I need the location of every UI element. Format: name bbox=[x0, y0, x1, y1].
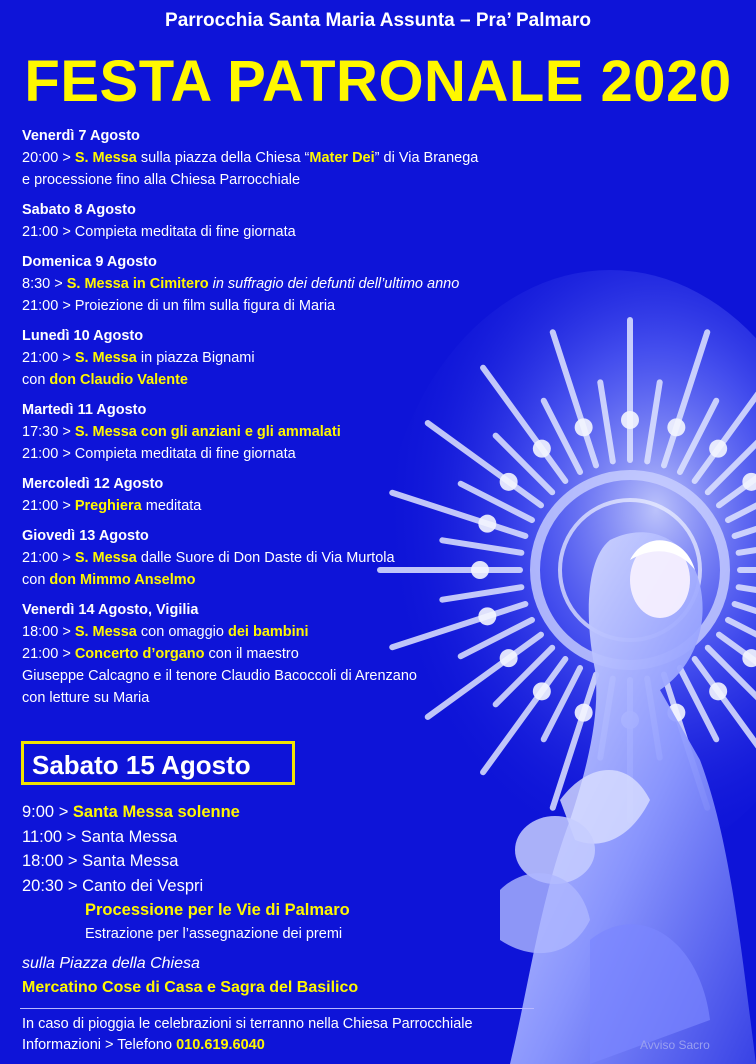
highlight-text: Santa Messa solenne bbox=[72, 803, 240, 821]
schedule-day bbox=[22, 326, 622, 391]
text-segment: 21:00 > bbox=[22, 498, 75, 514]
text-segment: e processione fino alla Chiesa Parrocchiale bbox=[22, 172, 301, 188]
footer bbox=[22, 1014, 622, 1056]
schedule-day bbox=[22, 474, 622, 517]
square-place: sulla Piazza della Chiesa bbox=[22, 955, 200, 972]
text-segment: 21:00 > bbox=[22, 350, 75, 366]
event-line bbox=[22, 221, 622, 243]
schedule-day bbox=[22, 126, 622, 191]
highlight-text: don Claudio Valente bbox=[49, 372, 188, 388]
text-segment: ” di Via Branega bbox=[374, 150, 479, 166]
event-line bbox=[22, 169, 622, 191]
schedule-day bbox=[22, 252, 622, 317]
poster-title: FESTA PATRONALE 2020 bbox=[24, 49, 732, 114]
text-segment: Giuseppe Calcagno e il tenore Claudio Bacoccoli di Arenzano bbox=[22, 668, 417, 684]
day-title: Sabato 8 Agosto bbox=[22, 202, 136, 218]
day-title: Mercoledì 12 Agosto bbox=[22, 476, 164, 492]
main-day-event bbox=[22, 825, 582, 850]
highlight-text: Mater Dei bbox=[309, 150, 375, 166]
event-line bbox=[22, 687, 622, 709]
event-line bbox=[22, 295, 622, 317]
event-line bbox=[22, 147, 622, 169]
event-line bbox=[22, 369, 622, 391]
highlight-text: Concerto d’organo bbox=[74, 646, 205, 662]
text-segment: meditata bbox=[141, 498, 202, 514]
day-title: Giovedì 13 Agosto bbox=[22, 528, 149, 544]
parish-name: Parrocchia Santa Maria Assunta – Pra’ Palmaro bbox=[165, 10, 591, 31]
main-day-schedule bbox=[22, 800, 582, 945]
text-segment: in piazza Bignami bbox=[136, 350, 255, 366]
highlight-text: Preghiera bbox=[74, 498, 142, 514]
highlight-text: S. Messa in Cimitero bbox=[66, 276, 209, 292]
day-title: Domenica 9 Agosto bbox=[22, 254, 157, 270]
text-segment: sulla piazza della Chiesa “ bbox=[136, 150, 310, 166]
main-day-box bbox=[21, 741, 295, 785]
event-line bbox=[22, 273, 622, 295]
event-line bbox=[22, 643, 622, 665]
highlight-text: dei bambini bbox=[227, 624, 309, 640]
main-day-label: Sabato 15 Agosto bbox=[32, 750, 251, 780]
text-segment: con bbox=[22, 372, 50, 388]
watermark-text: Avviso Sacro bbox=[640, 1038, 710, 1052]
highlight-text: S. Messa bbox=[74, 150, 137, 166]
highlight-text: S. Messa con gli anziani e gli ammalati bbox=[74, 424, 341, 440]
day-title: Venerdì 14 Agosto, Vigilia bbox=[22, 602, 199, 618]
text-segment: 18:00 > bbox=[22, 624, 75, 640]
event-line bbox=[22, 495, 622, 517]
schedule-day bbox=[22, 400, 622, 465]
text-segment: 21:00 > Compieta meditata di fine giornata bbox=[22, 224, 296, 240]
event-line bbox=[22, 547, 622, 569]
event-line bbox=[22, 347, 622, 369]
rain-notice: In caso di pioggia le celebrazioni si terranno nella Chiesa Parrocchiale bbox=[22, 1016, 473, 1032]
text-segment: 20:00 > bbox=[22, 150, 75, 166]
event-line bbox=[22, 621, 622, 643]
highlight-text: S. Messa bbox=[74, 350, 137, 366]
lottery-line: Estrazione per l’assegnazione dei premi bbox=[85, 925, 343, 942]
highlight-text: S. Messa bbox=[74, 624, 137, 640]
event-line bbox=[22, 421, 622, 443]
event-line bbox=[22, 665, 622, 687]
text-segment: 9:00 > bbox=[22, 803, 73, 821]
text-segment: 18:00 > Santa Messa bbox=[22, 852, 179, 870]
text-segment: 21:00 > bbox=[22, 646, 75, 662]
footer-divider bbox=[20, 1008, 534, 1009]
text-segment: 21:00 > Compieta meditata di fine giornata bbox=[22, 446, 296, 462]
square-event: Mercatino Cose di Casa e Sagra del Basilico bbox=[22, 979, 359, 996]
text-segment: 11:00 > Santa Messa bbox=[22, 827, 178, 846]
day-title: Lunedì 10 Agosto bbox=[22, 328, 144, 344]
text-segment: con il maestro bbox=[204, 646, 299, 662]
text-segment: in suffragio dei defunti dell’ultimo anno bbox=[208, 276, 460, 292]
highlight-text: don Mimmo Anselmo bbox=[49, 572, 196, 588]
procession-line: Processione per le Vie di Palmaro bbox=[85, 901, 350, 919]
text-segment: 21:00 > Proiezione di un film sulla figura di Maria bbox=[22, 298, 336, 314]
highlight-text: S. Messa bbox=[74, 550, 137, 566]
day-title: Martedì 11 Agosto bbox=[22, 402, 147, 418]
event-line bbox=[22, 569, 622, 591]
event-line bbox=[22, 443, 622, 465]
main-day-event bbox=[22, 800, 582, 825]
phone-number: 010.619.6040 bbox=[176, 1037, 265, 1053]
day-title: Venerdì 7 Agosto bbox=[22, 128, 140, 144]
schedule-day bbox=[22, 526, 622, 591]
main-day-event bbox=[22, 874, 582, 899]
text-segment: 20:30 > Canto dei Vespri bbox=[22, 876, 204, 895]
text-segment: dalle Suore di Don Daste di Via Murtola bbox=[136, 550, 395, 566]
text-segment: 17:30 > bbox=[22, 424, 75, 440]
info-prefix: Informazioni > Telefono bbox=[22, 1037, 177, 1053]
main-day-event bbox=[22, 849, 582, 874]
text-segment: 8:30 > bbox=[22, 276, 67, 292]
square-events bbox=[22, 952, 622, 1000]
info-line bbox=[22, 1035, 622, 1056]
text-segment: con bbox=[22, 572, 50, 588]
schedule-list bbox=[22, 126, 622, 718]
text-segment: 21:00 > bbox=[22, 550, 75, 566]
text-segment: con omaggio bbox=[136, 624, 228, 640]
schedule-day bbox=[22, 600, 622, 709]
schedule-day bbox=[22, 200, 622, 243]
text-segment: con letture su Maria bbox=[22, 690, 150, 706]
